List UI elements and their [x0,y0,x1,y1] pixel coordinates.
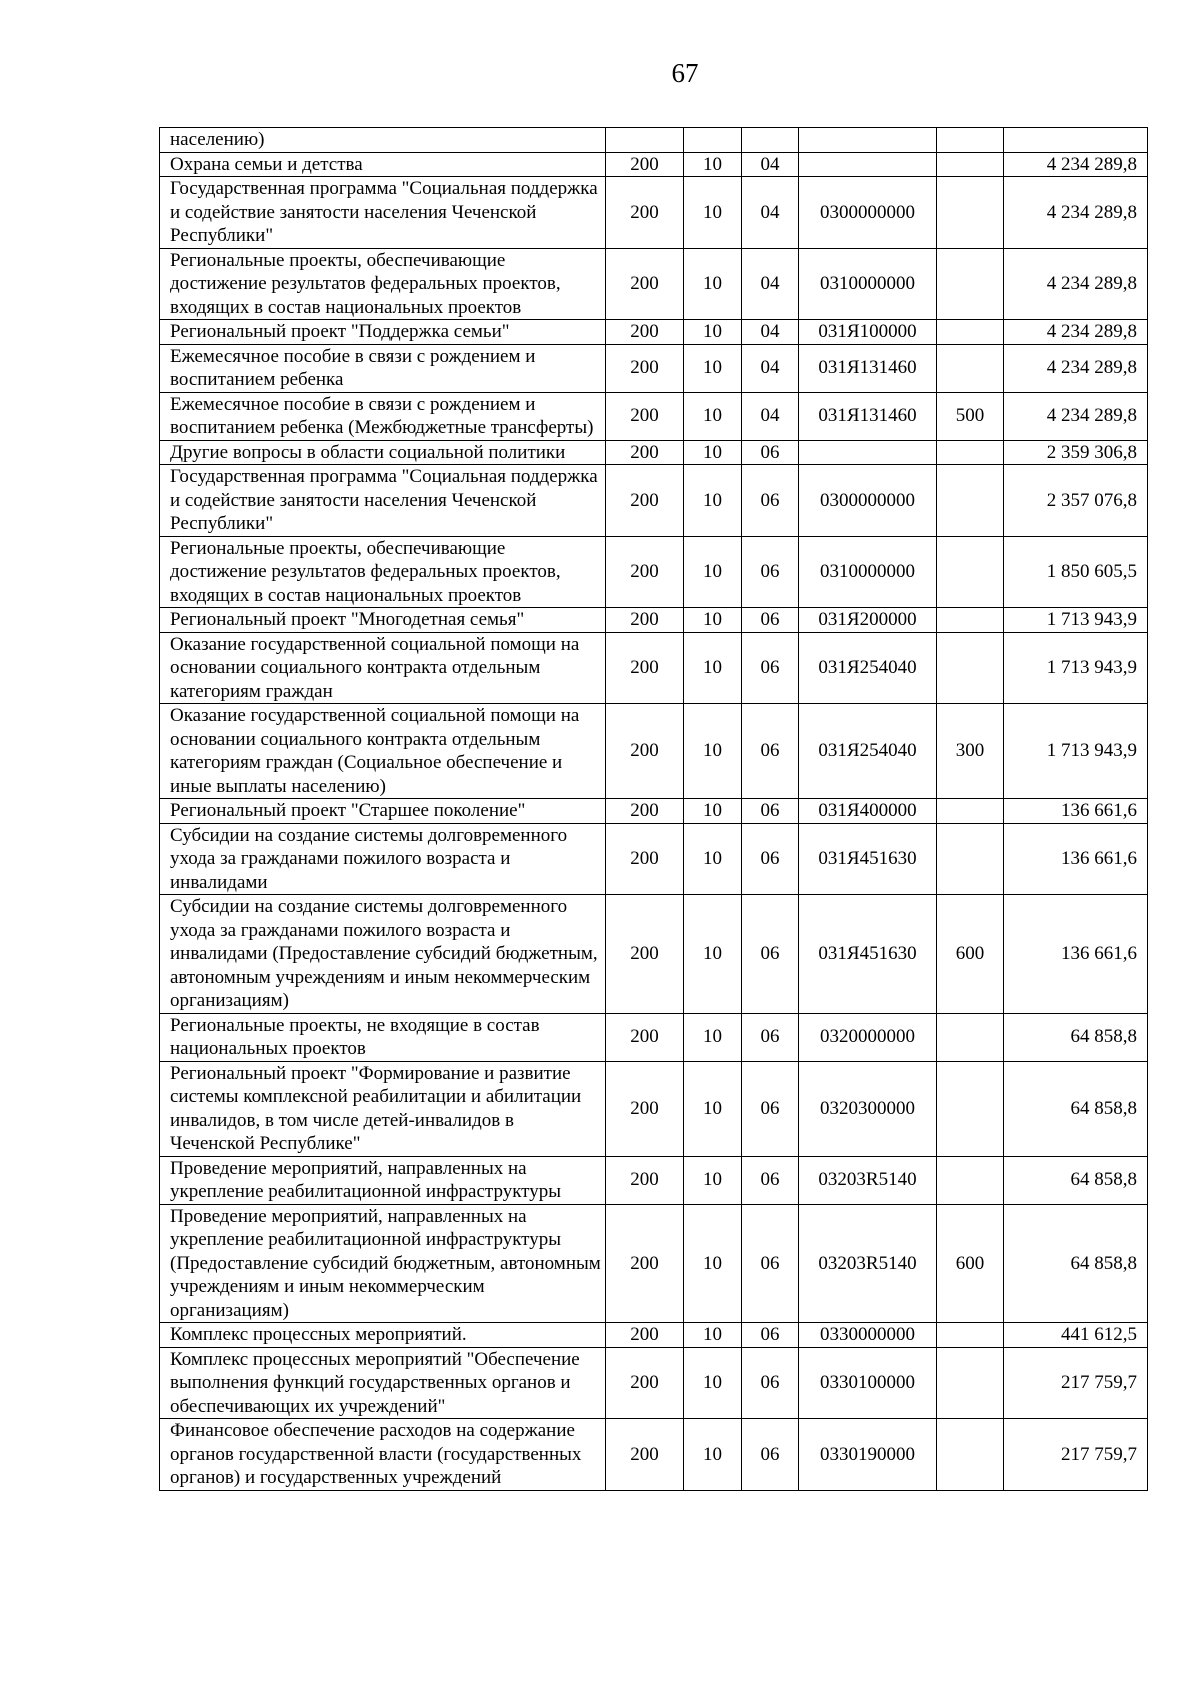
grbs-code-cell: 200 [606,823,684,895]
subsection-code-cell: 06 [742,1419,799,1491]
grbs-code-cell: 200 [606,536,684,608]
item-name-cell: Субсидии на создание системы долговременного ухода за гражданами пожилого возраста и инвалидами (Предоставление субсидий бюджетным, автономным учреждениям и иным некоммерческим организациям) [160,895,606,1014]
budget-table [159,127,1148,1491]
table-row [160,823,1148,895]
expense-type-code-cell [937,1323,1004,1348]
item-name-cell: Региональный проект "Формирование и развитие системы комплексной реабилитации и абилитации инвалидов, в том числе детей-инвалидов в Чеченской Республике" [160,1061,606,1156]
expense-type-code-cell: 300 [937,704,1004,799]
subsection-code-cell: 04 [742,320,799,345]
expense-type-code-cell [937,608,1004,633]
grbs-code-cell: 200 [606,177,684,249]
amount-cell: 64 858,8 [1004,1156,1148,1204]
table-row [160,1061,1148,1156]
target-article-code-cell: 0330190000 [799,1419,937,1491]
grbs-code-cell: 200 [606,1323,684,1348]
amount-cell: 4 234 289,8 [1004,152,1148,177]
target-article-code-cell: 03203R5140 [799,1204,937,1323]
subsection-code-cell: 06 [742,1156,799,1204]
table-row [160,152,1148,177]
expense-type-code-cell [937,344,1004,392]
item-name-cell: Региональные проекты, обеспечивающие достижение результатов федеральных проектов, входящих в состав национальных проектов [160,248,606,320]
subsection-code-cell: 04 [742,392,799,440]
subsection-code-cell: 06 [742,799,799,824]
table-row [160,1156,1148,1204]
item-name-cell: Оказание государственной социальной помощи на основании социального контракта отдельным категориям граждан [160,632,606,704]
expense-type-code-cell [937,536,1004,608]
subsection-code-cell: 04 [742,344,799,392]
table-row [160,248,1148,320]
grbs-code-cell: 200 [606,1419,684,1491]
grbs-code-cell: 200 [606,1204,684,1323]
table-row [160,1204,1148,1323]
item-name-cell: Проведение мероприятий, направленных на укрепление реабилитационной инфраструктуры (Предоставление субсидий бюджетным, автономным учреждениям и иным некоммерческим организациям) [160,1204,606,1323]
subsection-code-cell: 04 [742,248,799,320]
target-article-code-cell: 0300000000 [799,465,937,537]
target-article-code-cell: 031Я451630 [799,895,937,1014]
expense-type-code-cell [937,1061,1004,1156]
target-article-code-cell: 0330000000 [799,1323,937,1348]
grbs-code-cell: 200 [606,440,684,465]
item-name-cell: Региональные проекты, не входящие в состав национальных проектов [160,1013,606,1061]
section-code-cell: 10 [684,1061,742,1156]
item-name-cell: Региональный проект "Старшее поколение" [160,799,606,824]
expense-type-code-cell [937,823,1004,895]
item-name-cell: Ежемесячное пособие в связи с рождением и воспитанием ребенка (Межбюджетные трансферты) [160,392,606,440]
section-code-cell: 10 [684,465,742,537]
section-code-cell: 10 [684,895,742,1014]
target-article-code-cell: 031Я200000 [799,608,937,633]
amount-cell: 64 858,8 [1004,1013,1148,1061]
expense-type-code-cell [937,320,1004,345]
expense-type-code-cell [937,177,1004,249]
grbs-code-cell: 200 [606,632,684,704]
table-row [160,1347,1148,1419]
table-row [160,177,1148,249]
section-code-cell: 10 [684,632,742,704]
section-code-cell: 10 [684,1204,742,1323]
subsection-code-cell: 04 [742,177,799,249]
expense-type-code-cell [937,465,1004,537]
grbs-code-cell: 200 [606,248,684,320]
amount-cell: 1 850 605,5 [1004,536,1148,608]
grbs-code-cell: 200 [606,320,684,345]
expense-type-code-cell [937,440,1004,465]
item-name-cell: Ежемесячное пособие в связи с рождением и воспитанием ребенка [160,344,606,392]
grbs-code-cell: 200 [606,152,684,177]
expense-type-code-cell [937,632,1004,704]
expense-type-code-cell [937,799,1004,824]
table-row [160,1419,1148,1491]
expense-type-code-cell [937,1013,1004,1061]
target-article-code-cell [799,128,937,153]
subsection-code-cell: 06 [742,895,799,1014]
target-article-code-cell: 031Я254040 [799,632,937,704]
target-article-code-cell: 0300000000 [799,177,937,249]
item-name-cell: Государственная программа "Социальная поддержка и содействие занятости населения Чеченской Республики" [160,177,606,249]
section-code-cell: 10 [684,1419,742,1491]
grbs-code-cell: 200 [606,895,684,1014]
amount-cell: 136 661,6 [1004,823,1148,895]
amount-cell: 4 234 289,8 [1004,392,1148,440]
grbs-code-cell: 200 [606,392,684,440]
expense-type-code-cell [937,1347,1004,1419]
amount-cell: 2 357 076,8 [1004,465,1148,537]
amount-cell [1004,128,1148,153]
table-row [160,1323,1148,1348]
section-code-cell: 10 [684,320,742,345]
item-name-cell: Региональные проекты, обеспечивающие достижение результатов федеральных проектов, входящих в состав национальных проектов [160,536,606,608]
target-article-code-cell: 031Я254040 [799,704,937,799]
subsection-code-cell: 06 [742,632,799,704]
grbs-code-cell: 200 [606,704,684,799]
target-article-code-cell: 031Я451630 [799,823,937,895]
amount-cell: 64 858,8 [1004,1204,1148,1323]
target-article-code-cell: 031Я131460 [799,344,937,392]
section-code-cell: 10 [684,248,742,320]
budget-table-body [160,128,1148,1491]
section-code-cell: 10 [684,536,742,608]
target-article-code-cell: 0320300000 [799,1061,937,1156]
item-name-cell: Субсидии на создание системы долговременного ухода за гражданами пожилого возраста и инвалидами [160,823,606,895]
section-code-cell: 10 [684,704,742,799]
section-code-cell: 10 [684,823,742,895]
amount-cell: 136 661,6 [1004,895,1148,1014]
subsection-code-cell: 06 [742,1204,799,1323]
item-name-cell: Оказание государственной социальной помощи на основании социального контракта отдельным категориям граждан (Социальное обеспечение и иные выплаты населению) [160,704,606,799]
table-row [160,1013,1148,1061]
amount-cell: 2 359 306,8 [1004,440,1148,465]
grbs-code-cell: 200 [606,465,684,537]
subsection-code-cell: 04 [742,152,799,177]
section-code-cell: 10 [684,799,742,824]
table-row [160,895,1148,1014]
section-code-cell: 10 [684,344,742,392]
section-code-cell: 10 [684,440,742,465]
target-article-code-cell: 031Я100000 [799,320,937,345]
amount-cell: 4 234 289,8 [1004,177,1148,249]
target-article-code-cell: 031Я131460 [799,392,937,440]
subsection-code-cell [742,128,799,153]
section-code-cell: 10 [684,1013,742,1061]
subsection-code-cell: 06 [742,1323,799,1348]
table-row [160,320,1148,345]
item-name-cell: Проведение мероприятий, направленных на укрепление реабилитационной инфраструктуры [160,1156,606,1204]
table-row [160,440,1148,465]
table-row [160,704,1148,799]
target-article-code-cell: 0320000000 [799,1013,937,1061]
item-name-cell: Другие вопросы в области социальной политики [160,440,606,465]
amount-cell: 4 234 289,8 [1004,320,1148,345]
amount-cell: 1 713 943,9 [1004,608,1148,633]
grbs-code-cell: 200 [606,1156,684,1204]
section-code-cell: 10 [684,1347,742,1419]
grbs-code-cell: 200 [606,799,684,824]
item-name-cell: Государственная программа "Социальная поддержка и содействие занятости населения Чеченской Республики" [160,465,606,537]
section-code-cell: 10 [684,1156,742,1204]
expense-type-code-cell [937,128,1004,153]
table-row [160,344,1148,392]
item-name-cell: Комплекс процессных мероприятий "Обеспечение выполнения функций государственных органов и обеспечивающих их учреждений" [160,1347,606,1419]
grbs-code-cell: 200 [606,608,684,633]
target-article-code-cell: 03203R5140 [799,1156,937,1204]
item-name-cell: Региональный проект "Поддержка семьи" [160,320,606,345]
table-row [160,632,1148,704]
expense-type-code-cell [937,1419,1004,1491]
table-row [160,608,1148,633]
item-name-cell: населению) [160,128,606,153]
subsection-code-cell: 06 [742,1347,799,1419]
section-code-cell: 10 [684,608,742,633]
grbs-code-cell: 200 [606,1347,684,1419]
target-article-code-cell: 0310000000 [799,536,937,608]
table-row [160,465,1148,537]
item-name-cell: Региональный проект "Многодетная семья" [160,608,606,633]
expense-type-code-cell: 600 [937,1204,1004,1323]
subsection-code-cell: 06 [742,536,799,608]
amount-cell: 217 759,7 [1004,1347,1148,1419]
target-article-code-cell: 0310000000 [799,248,937,320]
amount-cell: 441 612,5 [1004,1323,1148,1348]
table-row [160,128,1148,153]
amount-cell: 64 858,8 [1004,1061,1148,1156]
section-code-cell: 10 [684,392,742,440]
table-row [160,392,1148,440]
table-row [160,536,1148,608]
amount-cell: 217 759,7 [1004,1419,1148,1491]
item-name-cell: Комплекс процессных мероприятий. [160,1323,606,1348]
subsection-code-cell: 06 [742,823,799,895]
expense-type-code-cell: 600 [937,895,1004,1014]
subsection-code-cell: 06 [742,608,799,633]
grbs-code-cell: 200 [606,1061,684,1156]
grbs-code-cell: 200 [606,344,684,392]
expense-type-code-cell [937,152,1004,177]
amount-cell: 1 713 943,9 [1004,632,1148,704]
expense-type-code-cell [937,248,1004,320]
amount-cell: 4 234 289,8 [1004,248,1148,320]
target-article-code-cell: 031Я400000 [799,799,937,824]
subsection-code-cell: 06 [742,465,799,537]
amount-cell: 1 713 943,9 [1004,704,1148,799]
section-code-cell [684,128,742,153]
section-code-cell: 10 [684,152,742,177]
grbs-code-cell [606,128,684,153]
section-code-cell: 10 [684,1323,742,1348]
subsection-code-cell: 06 [742,704,799,799]
subsection-code-cell: 06 [742,1061,799,1156]
expense-type-code-cell [937,1156,1004,1204]
target-article-code-cell [799,440,937,465]
target-article-code-cell: 0330100000 [799,1347,937,1419]
amount-cell: 136 661,6 [1004,799,1148,824]
section-code-cell: 10 [684,177,742,249]
grbs-code-cell: 200 [606,1013,684,1061]
table-row [160,799,1148,824]
item-name-cell: Охрана семьи и детства [160,152,606,177]
subsection-code-cell: 06 [742,1013,799,1061]
expense-type-code-cell: 500 [937,392,1004,440]
amount-cell: 4 234 289,8 [1004,344,1148,392]
item-name-cell: Финансовое обеспечение расходов на содержание органов государственной власти (государственных органов) и государственных учреждений [160,1419,606,1491]
target-article-code-cell [799,152,937,177]
subsection-code-cell: 06 [742,440,799,465]
page-number: 67 [671,58,699,88]
